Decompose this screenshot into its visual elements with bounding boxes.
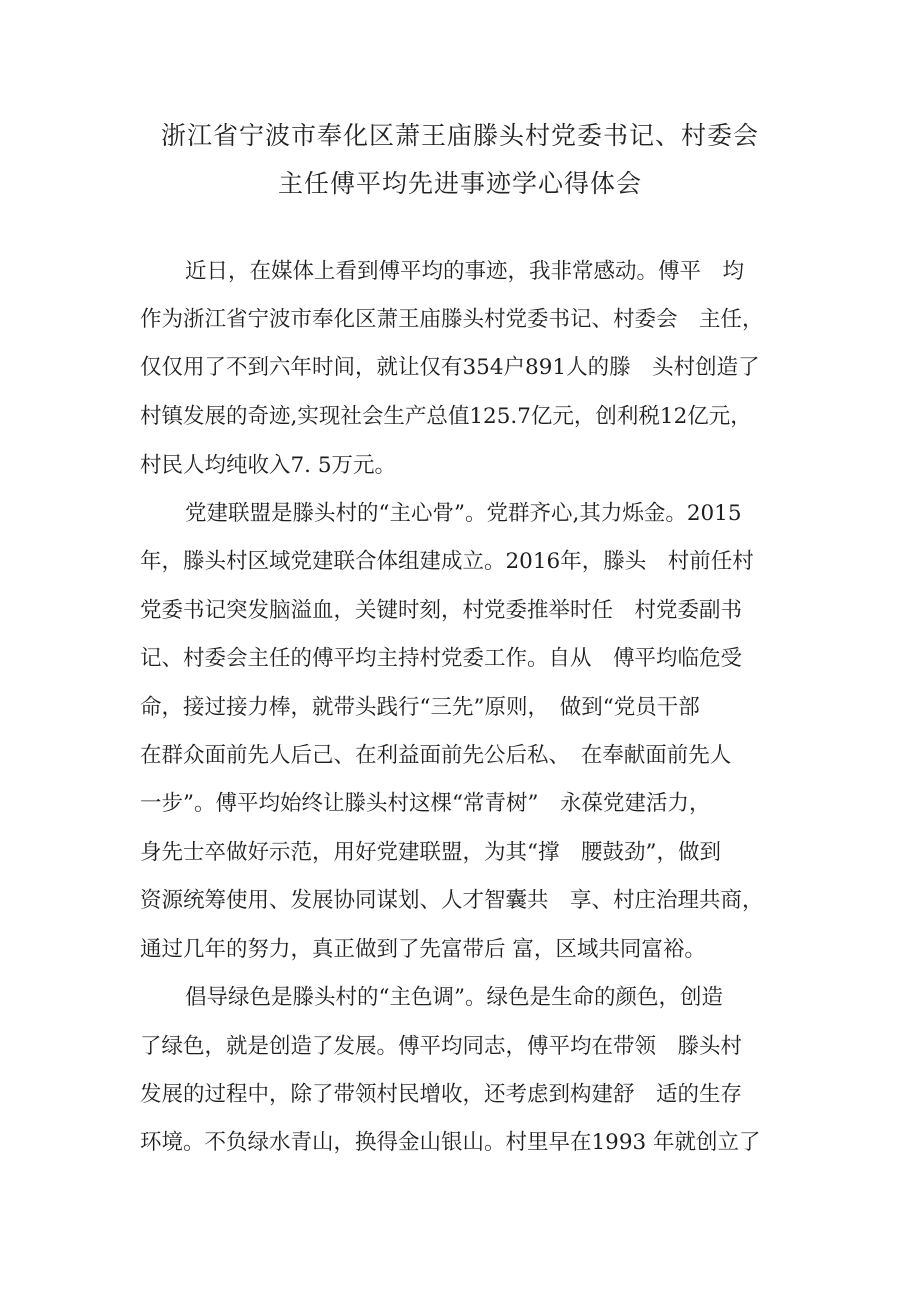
paragraph-3-line-4: 环境。不负绿水青山，换得金山银山。村里早在1993 年就创立了 bbox=[140, 1130, 761, 1155]
paragraph-2-line-6: 在群众面前先人后己、在利益面前先公后私、 在奉献面前先人 bbox=[140, 743, 732, 768]
paragraph-3-line-3: 发展的过程中，除了带领村民增收，还考虑到构建舒 适的生存 bbox=[140, 1082, 743, 1107]
paragraph-2-line-8: 身先士卒做好示范，用好党建联盟，为其“撑 腰鼓劲”，做到 bbox=[140, 840, 721, 865]
paragraph-2-line-5: 命，接过接力棒，就带头践行“三先”原则， 做到“党员干部 bbox=[140, 695, 700, 720]
paragraph-1-line-2: 作为浙江省宁波市奉化区萧王庙滕头村党委书记、村委会 主任， bbox=[140, 307, 764, 332]
paragraph-2-line-7: 一步”。傅平均始终让滕头村这棵“常青树” 永葆党建活力， bbox=[140, 791, 711, 816]
document-title-line-2: 主任傅平均先进事迹学心得体会 bbox=[277, 169, 642, 198]
paragraph-1-line-4: 村镇发展的奇迹,实现社会生产总值125.7亿元，创利税12亿元， bbox=[140, 404, 752, 429]
paragraph-2-line-3: 党委书记突发脑溢血，关键时刻，村党委推举时任 村党委副书 bbox=[140, 598, 743, 623]
paragraph-1-line-5: 村民人均纯收入7. 5万元。 bbox=[140, 453, 397, 478]
paragraph-3-line-1: 倡导绿色是滕头村的“主色调”。绿色是生命的颜色，创造 bbox=[185, 985, 723, 1010]
document-title-line-1: 浙江省宁波市奉化区萧王庙滕头村党委书记、村委会 bbox=[160, 121, 759, 150]
paragraph-2-line-10: 通过几年的努力，真正做到了先富带后 富，区域共同富裕。 bbox=[140, 937, 706, 962]
paragraph-3-line-2: 了绿色，就是创造了发展。傅平均同志，傅平均在带领 滕头村 bbox=[140, 1034, 743, 1059]
paragraph-2-line-9: 资源统筹使用、发展协同谋划、人才智囊共 享、村庄治理共商， bbox=[140, 888, 764, 913]
paragraph-1-line-1: 近日，在媒体上看到傅平均的事迹，我非常感动。傅平 均 bbox=[185, 259, 745, 284]
paragraph-2-line-2: 年，滕头村区域党建联合体组建成立。2016年，滕头 村前任村 bbox=[140, 549, 754, 574]
paragraph-2-line-4: 记、村委会主任的傅平均主持村党委工作。自从 傅平均临危受 bbox=[140, 646, 743, 671]
paragraph-2-line-1: 党建联盟是滕头村的“主心骨”。党群齐心,其力烁金。2015 bbox=[185, 501, 742, 526]
paragraph-1-line-3: 仅仅用了不到六年时间，就让仅有354户891人的滕 头村创造了 bbox=[140, 355, 760, 380]
